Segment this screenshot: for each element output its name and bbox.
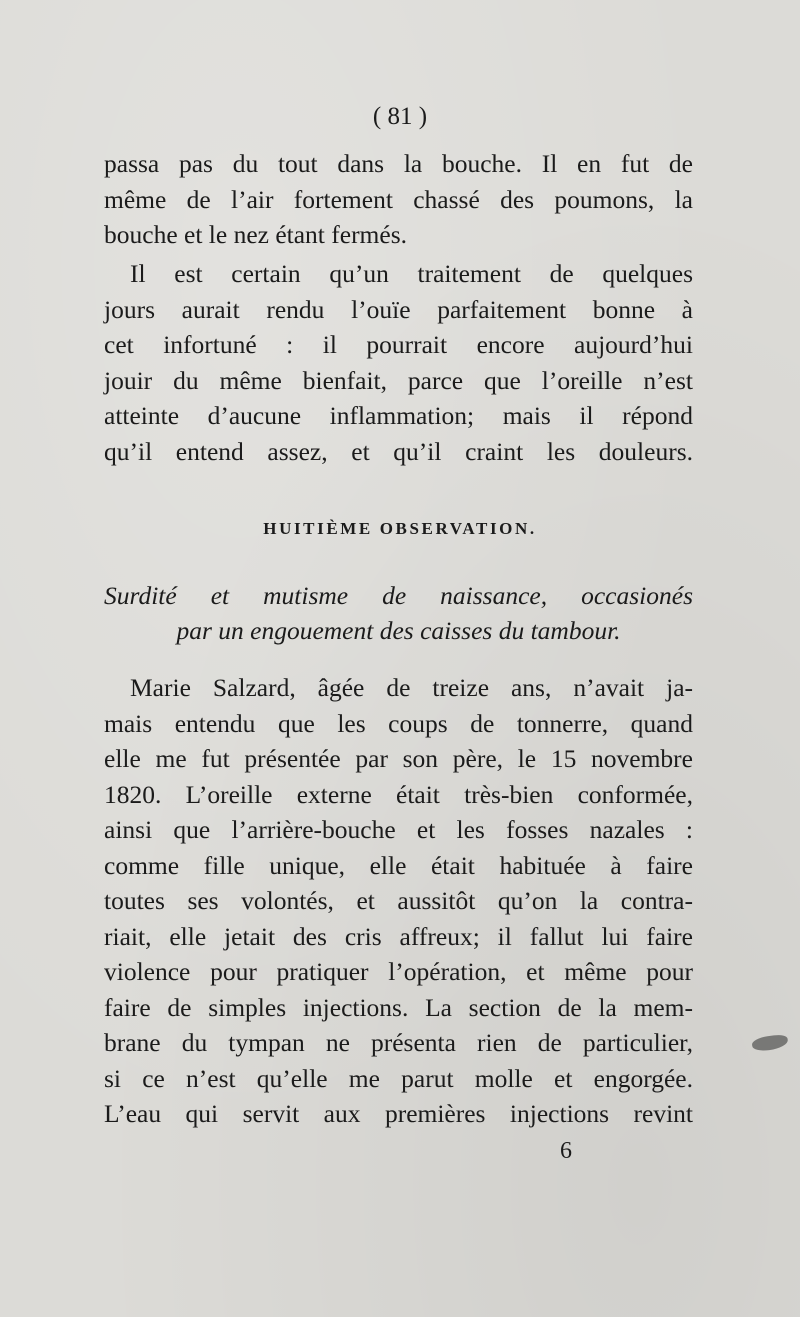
text-line: L’eau qui servit aux premières injections revint [104, 1099, 693, 1128]
text-line: 1820. L’oreille externe était très-bien conformée, [104, 779, 693, 809]
text-line: brane du tympan ne présenta rien de particulier, [104, 1028, 693, 1057]
text-line: faire de simples injections. La section de la mem- [104, 992, 693, 1022]
text-line: qu’il entend assez, et qu’il craint les douleurs. [104, 436, 693, 466]
text-line: mais entendu que les coups de tonnerre, quand [104, 708, 693, 738]
text-line: même de l’air fortement chassé des poumons, la [104, 184, 693, 214]
text-line: passa pas du tout dans la bouche. Il en fut de [104, 149, 693, 178]
text-line: bouche et le nez étant fermés. [104, 220, 408, 249]
paragraph-3 [104, 670, 693, 1132]
text-line: si ce n’est qu’elle me parut molle et engorgée. [104, 1063, 693, 1093]
text-line: jours aurait rendu l’ouïe parfaitement bonne à [104, 294, 693, 324]
section-heading: HUITIÈME OBSERVATION. [263, 519, 537, 538]
subtitle-line: Surdité et mutisme de naissance, occasionés [104, 581, 693, 610]
text-line: atteinte d’aucune inflammation; mais il répond [104, 401, 693, 430]
ink-smudge [751, 1034, 789, 1053]
text-line: comme fille unique, elle était habituée à faire [104, 850, 693, 880]
text-line: elle me fut présentée par son père, le 15 novembre [104, 744, 693, 773]
signature-mark: 6 [560, 1138, 572, 1164]
text-line: jouir du même bienfait, parce que l’oreille n’est [104, 365, 693, 395]
page-number: ( 81 ) [372, 103, 428, 130]
paragraph-2 [104, 256, 693, 469]
section-subtitle [104, 578, 693, 648]
text-line: cet infortuné : il pourrait encore aujourd’hui [104, 330, 693, 359]
text-line: Marie Salzard, âgée de treize ans, n’avait ja- [130, 673, 693, 702]
paragraph-continued [104, 146, 693, 253]
text-line: Il est certain qu’un traitement de quelques [130, 259, 693, 288]
text-line: ainsi que l’arrière-bouche et les fosses nazales : [104, 815, 693, 844]
subtitle-line: par un engouement des caisses du tambour. [176, 616, 621, 645]
text-line: violence pour pratiquer l’opération, et même pour [104, 957, 693, 986]
text-line: riait, elle jetait des cris affreux; il fallut lui faire [104, 921, 693, 951]
text-line: toutes ses volontés, et aussitôt qu’on la contra- [104, 886, 693, 915]
